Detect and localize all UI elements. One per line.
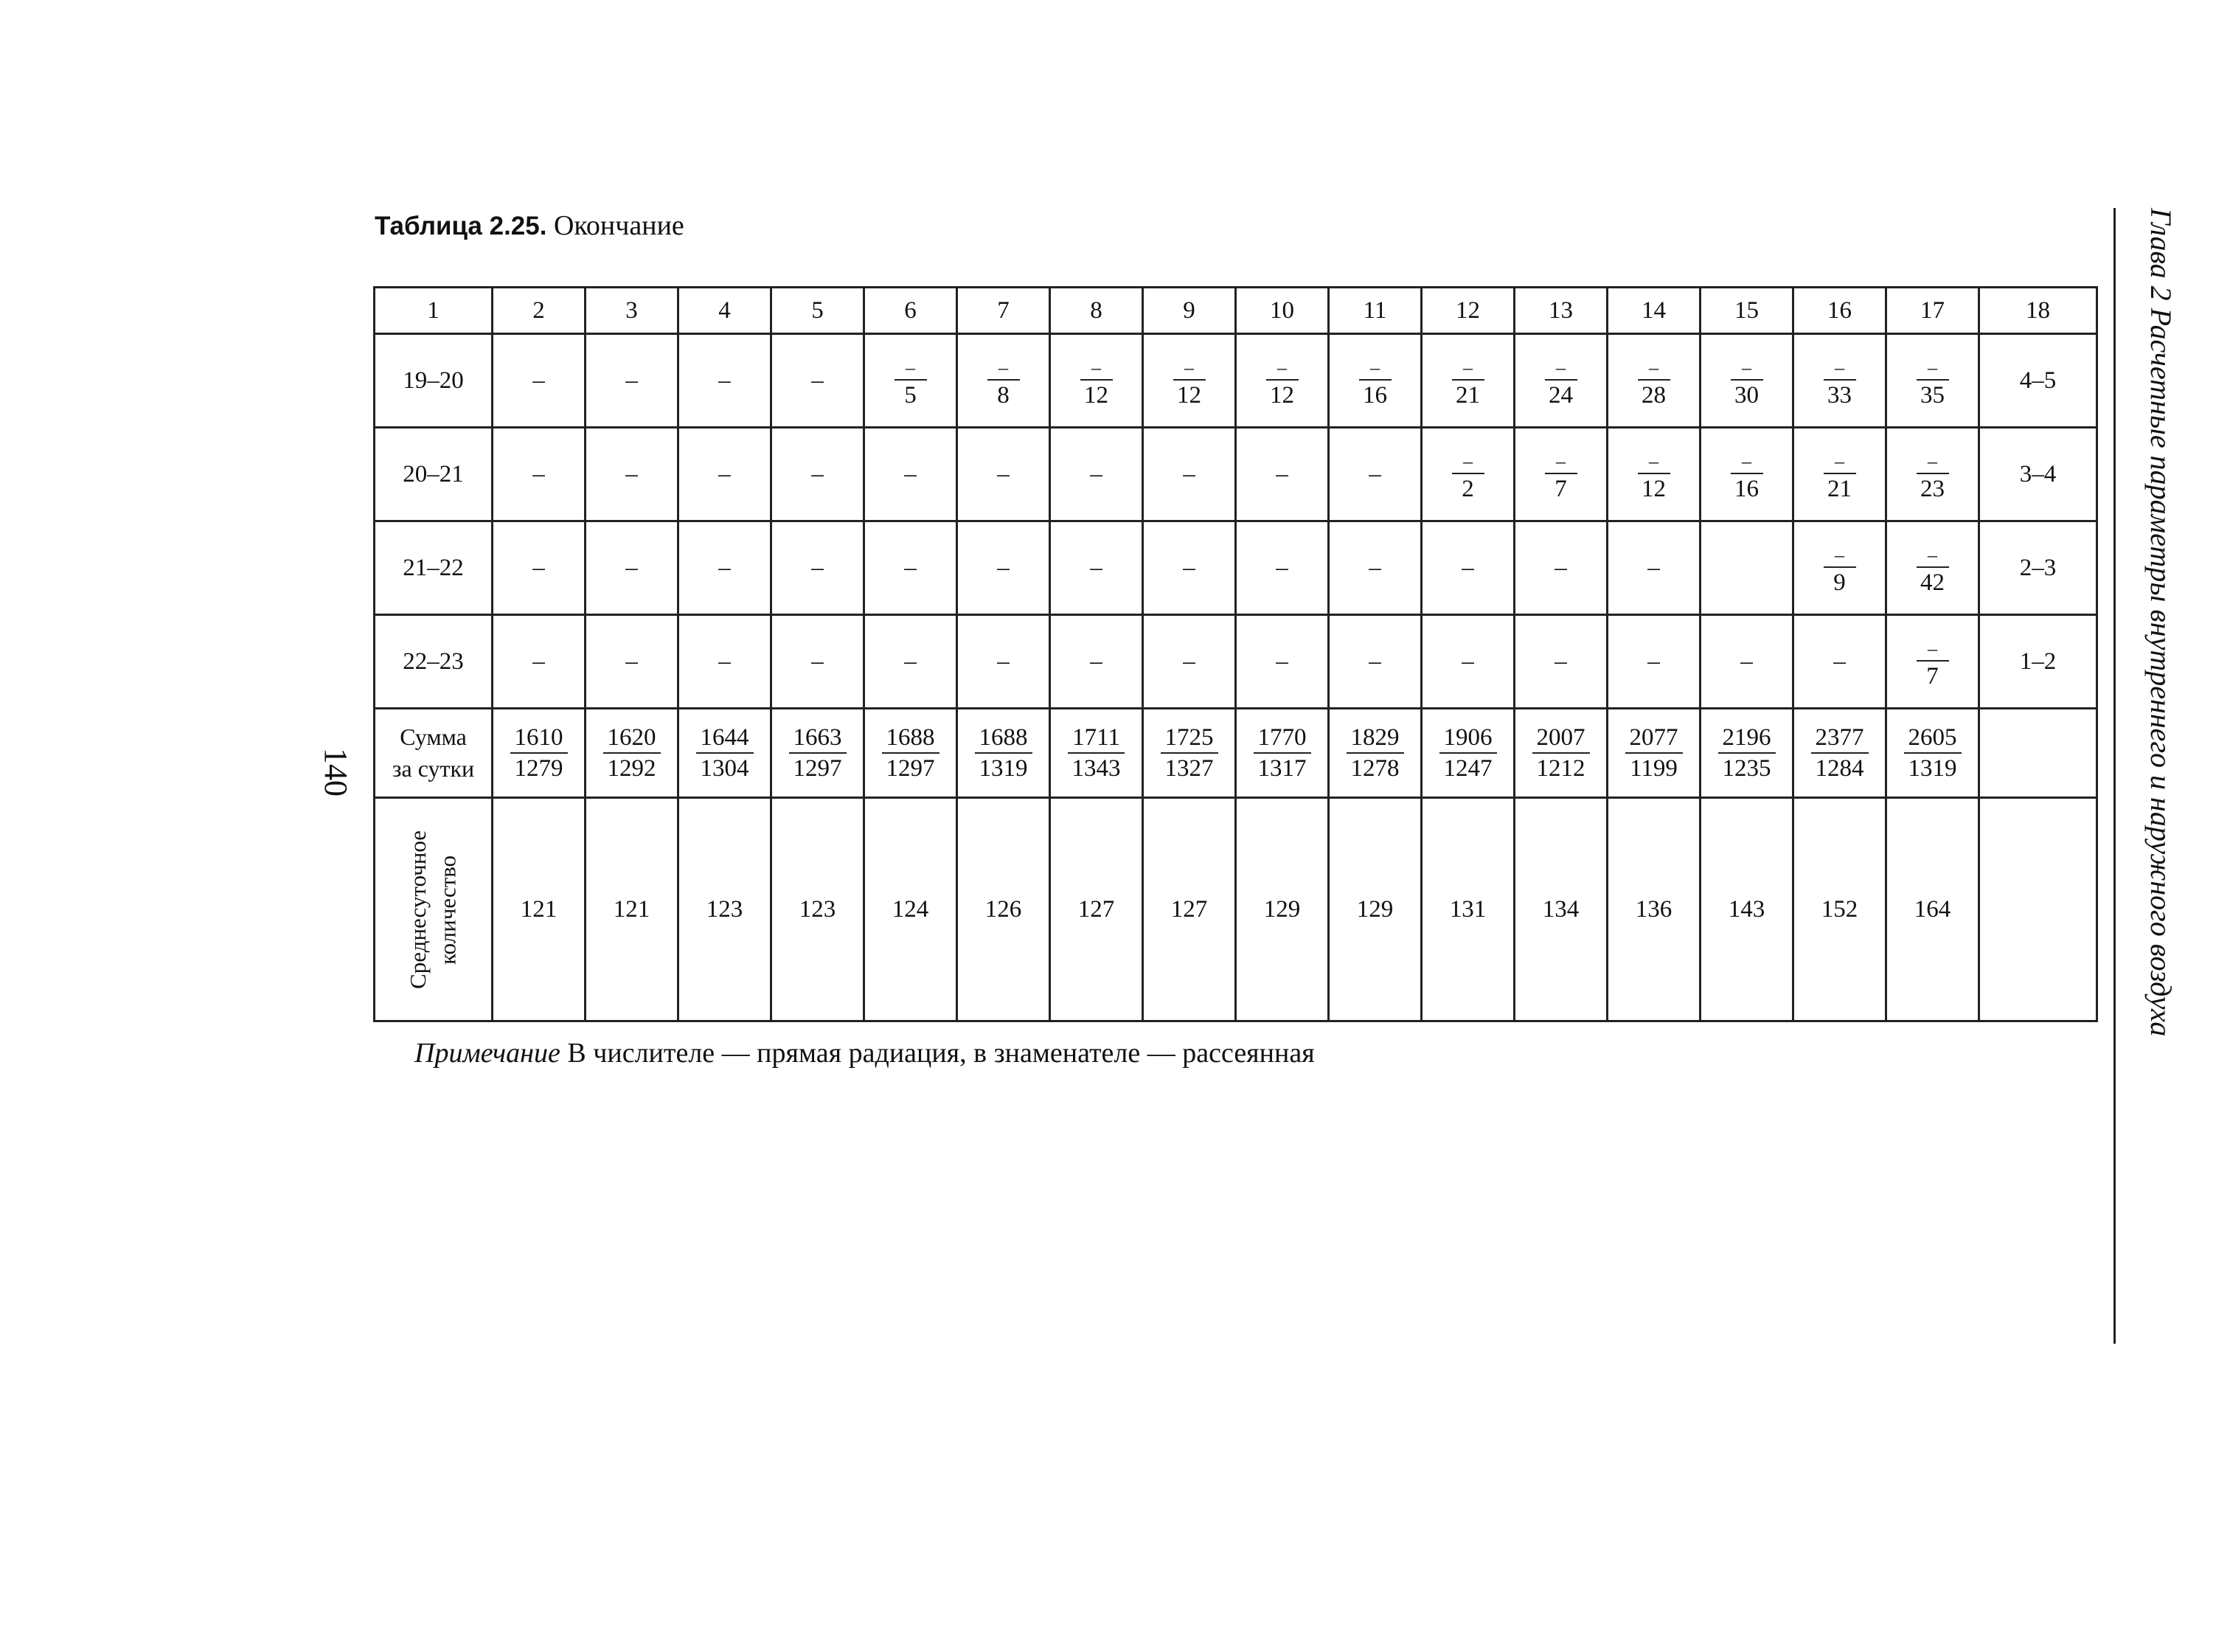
denominator: 1292 [607, 755, 656, 782]
value-cell [1793, 709, 1886, 798]
value-cell: – [1422, 615, 1515, 709]
value-cell [1515, 428, 1608, 521]
value-cell: – [957, 615, 1050, 709]
value-cell [1236, 334, 1329, 428]
value-cell: 134 [1515, 798, 1608, 1021]
value-cell: – [1515, 615, 1608, 709]
value-cell: – [586, 615, 678, 709]
value-cell [1608, 709, 1701, 798]
value-cell [864, 334, 957, 428]
value-cell: – [1329, 615, 1422, 709]
denominator: 1297 [886, 755, 935, 782]
fraction [1625, 725, 1683, 781]
value-cell: – [493, 428, 586, 521]
hour-range-cell: 1–2 [1979, 615, 2097, 709]
denominator: 2 [1462, 475, 1474, 502]
column-header: 2 [493, 288, 586, 334]
denominator: 1212 [1536, 755, 1585, 782]
hour-range-cell: 2–3 [1979, 521, 2097, 615]
numerator: – [1545, 358, 1577, 381]
value-cell: – [1793, 615, 1886, 709]
denominator: 1317 [1257, 755, 1307, 782]
value-cell: 136 [1608, 798, 1701, 1021]
value-cell: – [678, 615, 771, 709]
value-cell: – [1422, 521, 1515, 615]
column-header: 1 [375, 288, 493, 334]
numerator: 1829 [1347, 725, 1404, 754]
numerator: – [895, 358, 927, 381]
numerator: – [987, 358, 1020, 381]
numerator: 2377 [1811, 725, 1869, 754]
denominator: 23 [1920, 475, 1945, 502]
denominator: 1319 [979, 755, 1028, 782]
denominator: 1284 [1815, 755, 1864, 782]
value-cell: – [1329, 521, 1422, 615]
denominator: 12 [1177, 381, 1201, 409]
denominator: 1319 [1908, 755, 1957, 782]
hour-row [375, 521, 2097, 615]
value-cell: – [1143, 521, 1236, 615]
value-cell: – [1701, 615, 1793, 709]
hour-label: 19–20 [375, 334, 493, 428]
column-header: 14 [1608, 288, 1701, 334]
hour-label: 20–21 [375, 428, 493, 521]
hour-range-cell: 3–4 [1979, 428, 2097, 521]
denominator: 12 [1642, 475, 1666, 502]
numerator: 1688 [882, 725, 939, 754]
value-cell: – [771, 428, 864, 521]
value-cell [1886, 521, 1979, 615]
fraction [882, 725, 939, 781]
value-cell [1329, 334, 1422, 428]
running-head: Глава 2 Расчетные параметры внутреннего и наружного воздуха [2144, 208, 2178, 1037]
fraction [1637, 451, 1670, 502]
numerator: – [1917, 545, 1949, 568]
page-number: 140 [318, 748, 354, 796]
numerator: – [1173, 358, 1206, 381]
numerator: 2007 [1532, 725, 1590, 754]
hour-label: 21–22 [375, 521, 493, 615]
numerator: 2196 [1718, 725, 1776, 754]
value-cell: – [1050, 615, 1143, 709]
value-cell [586, 709, 678, 798]
value-cell [1050, 334, 1143, 428]
fraction [603, 725, 661, 781]
value-cell: 127 [1143, 798, 1236, 1021]
daily-average-label-line1: Среднесуточное [405, 830, 431, 989]
value-cell: – [1329, 428, 1422, 521]
empty-cell [1979, 709, 2097, 798]
value-cell [1701, 428, 1793, 521]
hour-range-cell: 4–5 [1979, 334, 2097, 428]
numerator: 2077 [1625, 725, 1683, 754]
daily-average-row [375, 798, 2097, 1021]
value-cell [1886, 615, 1979, 709]
running-head-rule [2113, 208, 2116, 1344]
column-header: 13 [1515, 288, 1608, 334]
value-cell: – [493, 334, 586, 428]
fraction [1451, 358, 1484, 409]
denominator: 28 [1642, 381, 1666, 409]
value-cell [1608, 428, 1701, 521]
value-cell: – [586, 428, 678, 521]
value-cell: – [678, 428, 771, 521]
denominator: 16 [1363, 381, 1387, 409]
fraction [1718, 725, 1776, 781]
fraction [1824, 545, 1856, 596]
column-header: 7 [957, 288, 1050, 334]
value-cell: – [864, 615, 957, 709]
value-cell: – [1236, 615, 1329, 709]
value-cell [1793, 334, 1886, 428]
denominator: 7 [1555, 475, 1567, 502]
value-cell: – [586, 521, 678, 615]
value-cell [1701, 334, 1793, 428]
fraction [1544, 358, 1577, 409]
column-header: 6 [864, 288, 957, 334]
fraction [1452, 451, 1484, 502]
denominator: 24 [1549, 381, 1573, 409]
value-cell [1886, 709, 1979, 798]
denominator: 33 [1827, 381, 1852, 409]
value-cell: 129 [1236, 798, 1329, 1021]
value-cell: 129 [1329, 798, 1422, 1021]
denominator: 9 [1833, 569, 1846, 596]
fraction [1545, 451, 1577, 502]
column-header: 12 [1422, 288, 1515, 334]
denominator: 1327 [1164, 755, 1214, 782]
value-cell [1701, 521, 1793, 615]
denominator: 12 [1084, 381, 1108, 409]
fraction [1904, 725, 1962, 781]
fraction [1532, 725, 1590, 781]
value-cell: – [586, 334, 678, 428]
value-cell: – [1608, 521, 1701, 615]
numerator: – [1731, 451, 1763, 474]
hour-row [375, 334, 2097, 428]
radiation-table [373, 286, 2098, 1022]
value-cell [1515, 334, 1608, 428]
value-cell [1422, 334, 1515, 428]
denominator: 35 [1920, 381, 1945, 409]
column-header: 3 [586, 288, 678, 334]
value-cell: – [864, 428, 957, 521]
numerator: – [1266, 358, 1299, 381]
column-header: 15 [1701, 288, 1793, 334]
numerator: 1610 [510, 725, 568, 754]
denominator: 5 [904, 381, 917, 409]
fraction [1161, 725, 1218, 781]
value-cell [864, 709, 957, 798]
numerator: – [1824, 451, 1856, 474]
fraction [1916, 545, 1949, 596]
numerator: 1620 [603, 725, 661, 754]
value-cell [1422, 428, 1515, 521]
numerator: 1906 [1439, 725, 1497, 754]
numerator: – [1452, 358, 1484, 381]
daily-average-label-wrap [375, 799, 491, 1020]
denominator: 1235 [1722, 755, 1771, 782]
value-cell: – [1050, 521, 1143, 615]
denominator: 1297 [793, 755, 842, 782]
value-cell [1608, 334, 1701, 428]
numerator: – [1452, 451, 1484, 474]
value-cell: – [957, 521, 1050, 615]
column-header: 16 [1793, 288, 1886, 334]
value-cell: – [771, 615, 864, 709]
daily-average-label-text [403, 830, 463, 989]
value-cell: – [771, 521, 864, 615]
denominator: 1343 [1071, 755, 1121, 782]
value-cell [1143, 709, 1236, 798]
hour-row [375, 615, 2097, 709]
value-cell [1793, 521, 1886, 615]
hour-label: 22–23 [375, 615, 493, 709]
column-header: 11 [1329, 288, 1422, 334]
note-text: В числителе — прямая радиация, в знаменателе — рассеянная [560, 1038, 1315, 1069]
note-label: Примечание [414, 1038, 560, 1069]
fraction [895, 358, 927, 409]
numerator: – [1080, 358, 1113, 381]
value-cell [1793, 428, 1886, 521]
numerator: 1711 [1068, 725, 1125, 754]
fraction [1347, 725, 1404, 781]
fraction [1811, 725, 1869, 781]
value-cell: – [493, 615, 586, 709]
denominator: 42 [1920, 569, 1945, 596]
value-cell [771, 709, 864, 798]
value-cell [1886, 428, 1979, 521]
value-cell [1050, 709, 1143, 798]
denominator: 12 [1270, 381, 1294, 409]
fraction [789, 725, 847, 781]
column-header: 8 [1050, 288, 1143, 334]
fraction [1730, 451, 1763, 502]
table-title-text: Окончание [553, 210, 684, 241]
value-cell: – [1143, 428, 1236, 521]
table-title [375, 209, 684, 242]
daily-average-label [375, 798, 493, 1021]
fraction [1823, 451, 1856, 502]
denominator: 16 [1734, 475, 1759, 502]
header-row [375, 288, 2097, 334]
table-title-label: Таблица 2.25. [375, 212, 547, 240]
value-cell [493, 709, 586, 798]
value-cell: 127 [1050, 798, 1143, 1021]
value-cell: – [864, 521, 957, 615]
daily-average-label-line2: количество [434, 855, 461, 964]
numerator: – [1824, 545, 1856, 568]
fraction [1916, 451, 1949, 502]
daily-sum-row [375, 709, 2097, 798]
value-cell: – [1236, 428, 1329, 521]
value-cell: – [678, 334, 771, 428]
value-cell: 123 [771, 798, 864, 1021]
fraction [1265, 358, 1299, 409]
value-cell: 121 [586, 798, 678, 1021]
value-cell: 164 [1886, 798, 1979, 1021]
value-cell [1143, 334, 1236, 428]
daily-sum-label-line1: Сумма [400, 723, 467, 750]
denominator: 1278 [1350, 755, 1400, 782]
numerator: – [1917, 358, 1949, 381]
denominator: 1304 [700, 755, 749, 782]
numerator: – [1917, 639, 1949, 662]
value-cell: – [957, 428, 1050, 521]
value-cell: – [1236, 521, 1329, 615]
numerator: – [1359, 358, 1392, 381]
empty-cell [1979, 798, 2097, 1021]
numerator: 1644 [696, 725, 754, 754]
denominator: 21 [1456, 381, 1480, 409]
hour-row [375, 428, 2097, 521]
fraction [1439, 725, 1497, 781]
denominator: 7 [1926, 662, 1939, 690]
value-cell [1515, 709, 1608, 798]
value-cell: 152 [1793, 798, 1886, 1021]
value-cell [957, 709, 1050, 798]
daily-sum-label-line2: за сутки [392, 755, 475, 782]
numerator: 1688 [975, 725, 1032, 754]
value-cell: – [678, 521, 771, 615]
numerator: – [1638, 358, 1670, 381]
numerator: 1725 [1161, 725, 1218, 754]
denominator: 1199 [1630, 755, 1678, 782]
value-cell: – [771, 334, 864, 428]
value-cell [1329, 709, 1422, 798]
numerator: – [1731, 358, 1763, 381]
numerator: – [1638, 451, 1670, 474]
denominator: 1279 [514, 755, 563, 782]
fraction [1637, 358, 1670, 409]
numerator: – [1917, 451, 1949, 474]
fraction [1358, 358, 1392, 409]
numerator: – [1545, 451, 1577, 474]
daily-sum-label [375, 709, 493, 798]
value-cell: 131 [1422, 798, 1515, 1021]
fraction [510, 725, 568, 781]
denominator: 8 [997, 381, 1010, 409]
column-header: 10 [1236, 288, 1329, 334]
value-cell: 123 [678, 798, 771, 1021]
value-cell: – [1608, 615, 1701, 709]
fraction [1823, 358, 1856, 409]
fraction [1254, 725, 1311, 781]
fraction [1173, 358, 1206, 409]
value-cell: 143 [1701, 798, 1793, 1021]
value-cell [1886, 334, 1979, 428]
value-cell: – [1050, 428, 1143, 521]
fraction [1916, 358, 1949, 409]
value-cell: – [1143, 615, 1236, 709]
fraction [987, 358, 1020, 409]
value-cell: – [1515, 521, 1608, 615]
numerator: 1770 [1254, 725, 1311, 754]
value-cell [1422, 709, 1515, 798]
value-cell [1701, 709, 1793, 798]
value-cell: 121 [493, 798, 586, 1021]
table-note [414, 1037, 1315, 1069]
fraction [696, 725, 754, 781]
fraction [975, 725, 1032, 781]
column-header: 17 [1886, 288, 1979, 334]
value-cell [678, 709, 771, 798]
denominator: 21 [1827, 475, 1852, 502]
value-cell: 124 [864, 798, 957, 1021]
fraction [1917, 639, 1949, 690]
numerator: 1663 [789, 725, 847, 754]
column-header: 9 [1143, 288, 1236, 334]
denominator: 1247 [1443, 755, 1493, 782]
column-header: 18 [1979, 288, 2097, 334]
column-header: 4 [678, 288, 771, 334]
value-cell [957, 334, 1050, 428]
value-cell: – [493, 521, 586, 615]
fraction [1068, 725, 1125, 781]
numerator: – [1824, 358, 1856, 381]
value-cell [1236, 709, 1329, 798]
fraction [1080, 358, 1113, 409]
numerator: 2605 [1904, 725, 1962, 754]
column-header: 5 [771, 288, 864, 334]
denominator: 30 [1734, 381, 1759, 409]
value-cell: 126 [957, 798, 1050, 1021]
fraction [1730, 358, 1763, 409]
